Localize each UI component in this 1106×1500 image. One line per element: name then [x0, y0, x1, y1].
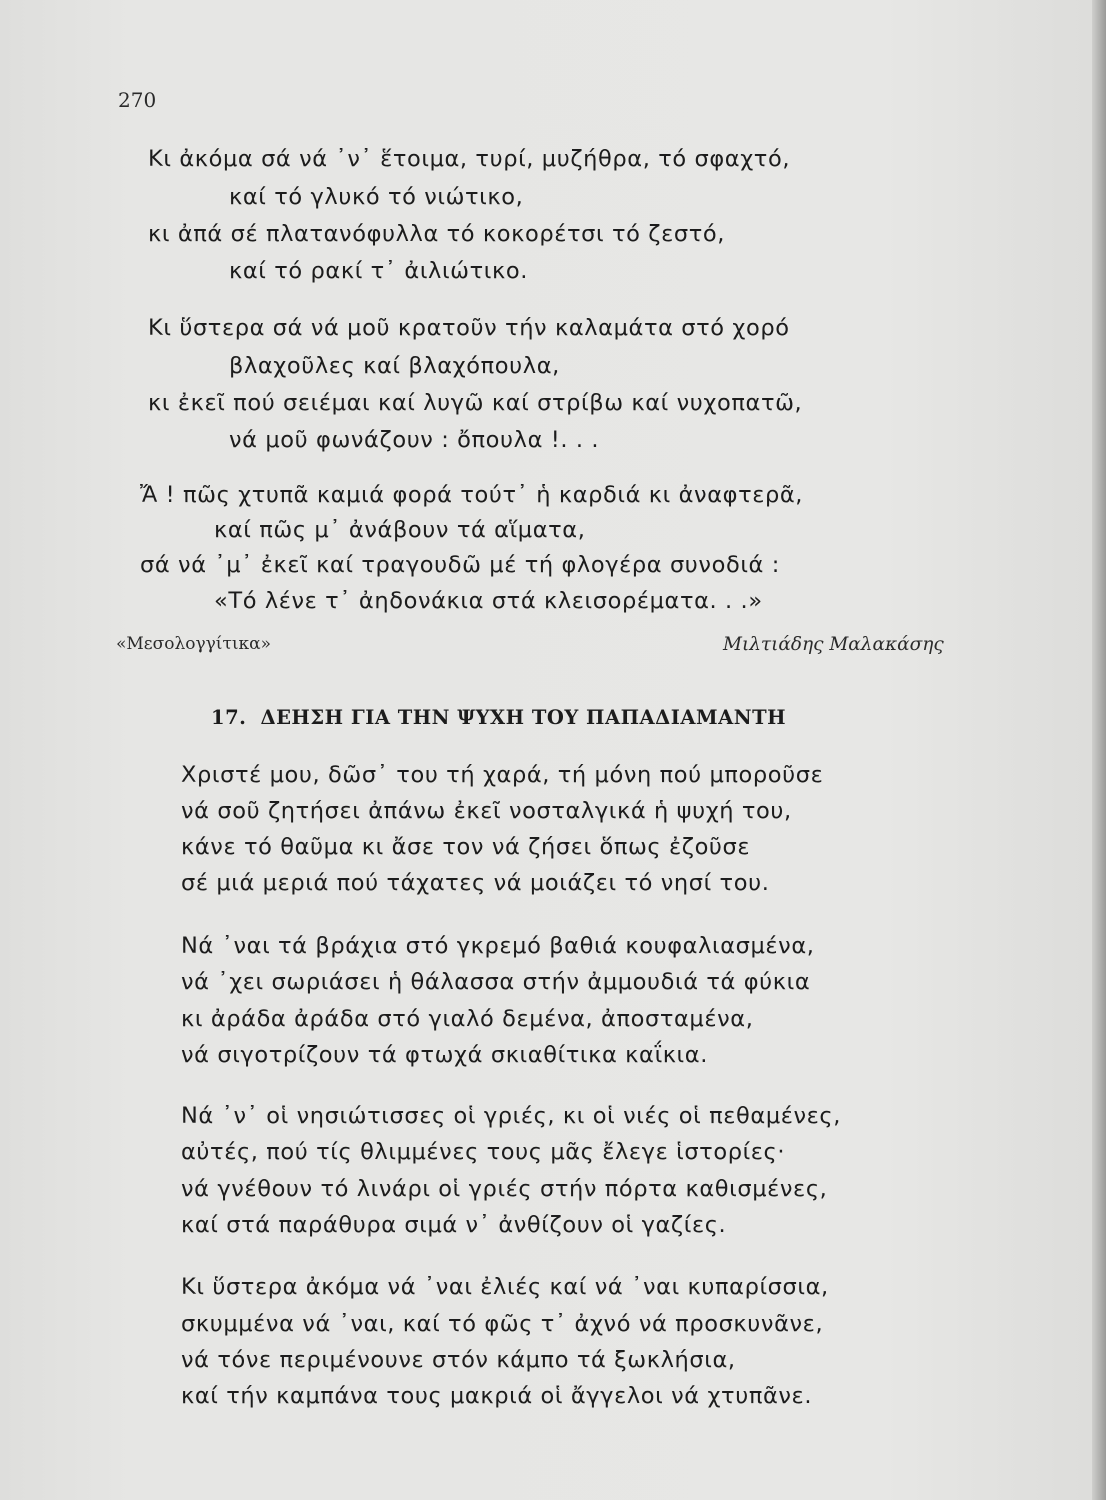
poem1-line: βλαχοῦλες καί βλαχόπουλα, [229, 353, 560, 379]
section-number: 17. [211, 706, 247, 729]
section-title [211, 706, 786, 729]
poem2-line: κάνε τό θαῦμα κι ἄσε τον νά ζήσει ὅπως ἐζοῦσε [181, 834, 751, 860]
poem1-line: Κι ὕστερα σά νά μοῦ κρατοῦν τήν καλαμάτα στό χορό [148, 315, 790, 341]
poem1-line: «Τό λένε τ᾽ ἀηδονάκια στά κλεισορέματα. . .» [214, 588, 763, 614]
poem2-line: νά γνέθουν τό λινάρι οἱ γριές στήν πόρτα καθισμένες, [181, 1176, 828, 1202]
poem2-line: Νά ᾽ν᾽ οἱ νησιώτισσες οἱ γριές, κι οἱ νιές οἱ πεθαμένες, [181, 1103, 841, 1129]
poem2-line: καί στά παράθυρα σιμά ν᾽ ἀνθίζουν οἱ γαζίες. [181, 1212, 727, 1238]
poem1-line: νά μοῦ φωνάζουν : ὄπουλα !. . . [229, 427, 600, 453]
page-edge-shadow [1092, 0, 1106, 1500]
poem2-line: νά τόνε περιμένουνε στόν κάμπο τά ξωκλήσια, [181, 1347, 736, 1373]
poem1-line: καί τό γλυκό τό νιώτικο, [229, 184, 524, 210]
poem1-line: Κι ἀκόμα σά νά ᾽ν᾽ ἕτοιμα, τυρί, μυζήθρα, τό σφαχτό, [148, 146, 791, 172]
poem2-line: νά ᾽χει σωριάσει ἡ θάλασσα στήν ἀμμουδιά τά φύκια [181, 969, 811, 995]
poem2-line: σκυμμένα νά ᾽ναι, καί τό φῶς τ᾽ ἀχνό νά προσκυνᾶνε, [181, 1311, 824, 1337]
poem2-line: καί τήν καμπάνα τους μακριά οἱ ἄγγελοι νά χτυπᾶνε. [181, 1383, 813, 1409]
poem2-line: Χριστέ μου, δῶσ᾽ του τή χαρά, τή μόνη πού μποροῦσε [181, 762, 824, 788]
page-number: 270 [118, 88, 157, 112]
poem2-line: Κι ὕστερα ἀκόμα νά ᾽ναι ἐλιές καί νά ᾽ναι κυπαρίσσια, [181, 1274, 829, 1300]
poem2-line: κι ἀράδα ἀράδα στό γιαλό δεμένα, ἀποσταμένα, [181, 1006, 754, 1032]
poem1-source: «Μεσολογγίτικα» [116, 634, 272, 654]
poem1-line: κι ἐκεῖ πού σειέμαι καί λυγῶ καί στρίβω καί νυχοπατῶ, [148, 390, 803, 416]
poem2-line: Νά ᾽ναι τά βράχια στό γκρεμό βαθιά κουφαλιασμένα, [181, 933, 815, 959]
poem1-author: Μιλτιάδης Μαλακάσης [723, 634, 944, 655]
poem1-line: καί τό ρακί τ᾽ ἀιλιώτικο. [229, 258, 528, 284]
poem2-line: σέ μιά μεριά πού τάχατες νά μοιάζει τό νησί του. [181, 870, 770, 896]
poem2-line: αὐτές, πού τίς θλιμμένες τους μᾶς ἔλεγε ἱστορίες· [181, 1139, 786, 1165]
poem2-line: νά σοῦ ζητήσει ἀπάνω ἐκεῖ νοσταλγικά ἡ ψυχή του, [181, 798, 792, 824]
poem1-line: σά νά ᾽μ᾽ ἐκεῖ καί τραγουδῶ μέ τή φλογέρα συνοδιά : [140, 552, 780, 578]
poem1-line: καί πῶς μ᾽ ἀνάβουν τά αἵματα, [214, 517, 586, 543]
poem2-line: νά σιγοτρίζουν τά φτωχά σκιαθίτικα καΐκια. [181, 1042, 708, 1068]
poem1-line: Ἄ ! πῶς χτυπᾶ καμιά φορά τούτ᾽ ἡ καρδιά κι ἀναφτερᾶ, [140, 482, 804, 508]
poem1-line: κι ἀπά σέ πλατανόφυλλα τό κοκορέτσι τό ζεστό, [148, 221, 725, 247]
section-title-text: ΔΕΗΣΗ ΓΙΑ ΤΗΝ ΨΥΧΗ ΤΟΥ ΠΑΠΑΔΙΑΜΑΝΤΗ [260, 706, 787, 729]
